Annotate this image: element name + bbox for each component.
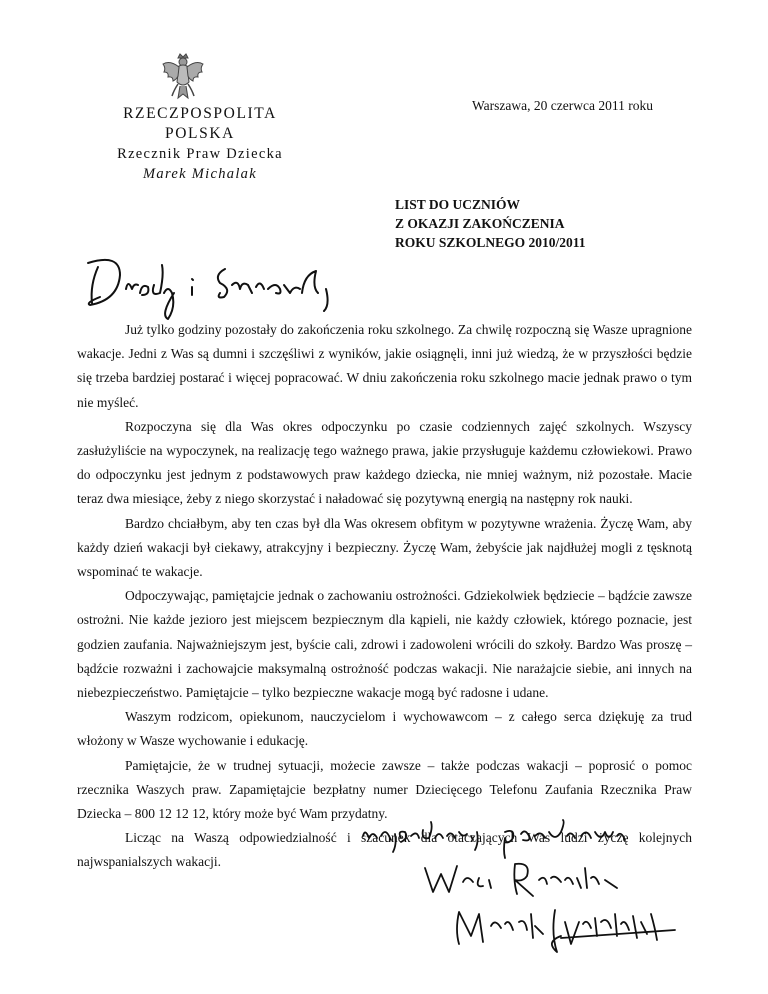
handwritten-signature	[355, 818, 695, 958]
letterhead-name: Marek Michalak	[143, 166, 257, 182]
paragraph: Pamiętajcie, że w trudnej sytuacji, możecie zawsze – także podczas wakacji – poprosić o pomoc rzecznika Waszych praw. Zapamiętajcie bezpłatny numer Dziecięcego Telefonu Zaufania Rzecznika Praw Dziecka – 800 12 12 12, który może być Wam przydatny.	[77, 757, 692, 822]
letter-date: Warszawa, 20 czerwca 2011 roku	[472, 98, 653, 113]
paragraph: Waszym rodzicom, opiekunom, nauczycielom i wychowawcom – z całego serca dziękuję za trud włożony w Wasze wychowanie i edukację.	[77, 709, 692, 749]
paragraph: Już tylko godziny pozostały do zakończenia roku szkolnego. Za chwilę rozpoczną się Wasze upragnione wakacje. Jedni z Was są dumni i szczęśliwi z wyników, jakie osiągnęli, inni już wiedzą, że w przyszłości będzie się trzeba bardziej postarać i więcej popracować. W dniu zakończenia roku szkolnego macie jednak prawo o tym nie myśleć.	[77, 322, 692, 410]
letter-heading	[395, 195, 586, 252]
letterhead	[90, 104, 310, 184]
heading-line-1: LIST DO UCZNIÓW	[395, 197, 521, 212]
handwritten-greeting	[80, 245, 360, 325]
polish-eagle-icon	[160, 52, 206, 102]
paragraph: Rozpoczyna się dla Was okres odpoczynku po czasie codziennych zajęć szkolnych. Wszyscy zasłużyliście na wypoczynek, na realizację tego ważnego prawa, jakie przysługuje każdemu człowiekowi. Prawo do odpoczynku jest jednym z podstawowych praw każdego dziecka, nie mniej ważnym, niż pozostałe. Macie teraz dwa miesiące, żeby z niego skorzystać i naładować się pozytywną energią na następny rok nauki.	[77, 418, 692, 507]
letterhead-office: Rzecznik Praw Dziecka	[117, 146, 283, 162]
paragraph: Bardzo chciałbym, aby ten czas był dla Was okresem obfitym w pozytywne wrażenia. Życzę Wam, aby każdy dzień wakacji był ciekawy, atrakcyjny i bezpieczny. Życzę Wam, żebyście jak najdłużej mogli z tęsknotą wspominać te wakacje.	[77, 515, 692, 580]
letter-body	[77, 318, 692, 875]
heading-line-2: Z OKAZJI ZAKOŃCZENIA	[395, 216, 565, 231]
paragraph: Licząc na Waszą odpowiedzialność i szacunek dla otaczających Was ludzi życzę kolejnych najwspanialszych wakacji.	[77, 830, 692, 870]
letterhead-country: RZECZPOSPOLITA POLSKA	[123, 105, 277, 142]
heading-line-3: ROKU SZKOLNEGO 2010/2011	[395, 235, 586, 250]
paragraph: Odpoczywając, pamiętajcie jednak o zachowaniu ostrożności. Gdziekolwiek będziecie – bądźcie zawsze ostrożni. Nie każde jezioro jest miejscem bezpiecznym dla kąpieli, nie każdy człowiek, którego poznacie, jest godzien zaufania. Najważniejszym jest, byście cali, zdrowi i zadowoleni wrócili do szkoły. Bardzo Was proszę – bądźcie rozważni i zachowajcie maksymalną ostrożność podczas wakacji. Nie narażajcie siebie, ani innych na niebezpieczeństwo. Pamiętajcie – tylko bezpieczne wakacje mogą być radosne i udane.	[77, 588, 692, 701]
